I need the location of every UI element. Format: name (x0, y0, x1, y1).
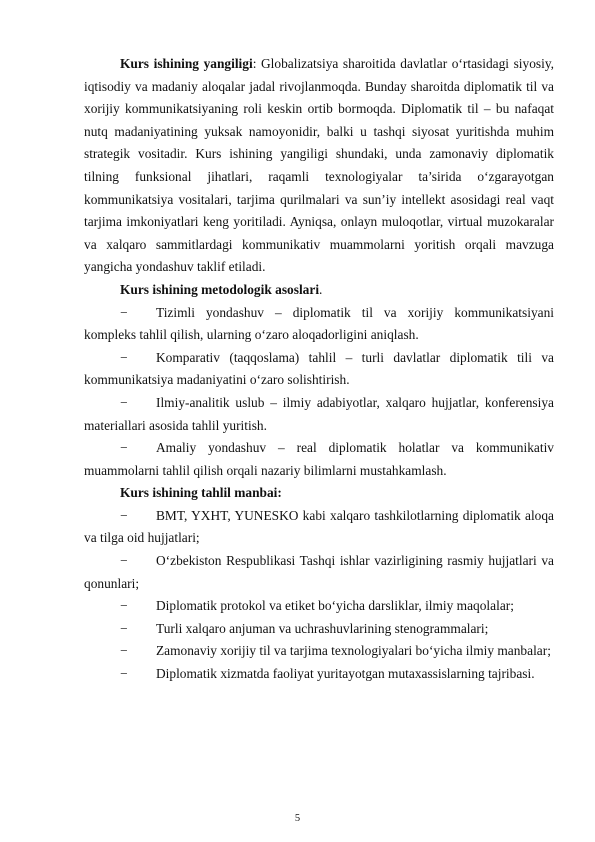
list-marker: − (120, 349, 128, 365)
methods-list (84, 302, 554, 483)
list-marker: − (120, 394, 128, 410)
list-marker: − (120, 643, 128, 659)
list-marker: − (120, 507, 128, 523)
list-item-text: Tizimli yondashuv – diplomatik til va xorijiy kommunikatsiyani kompleks tahlil qilish, ularning o‘zaro aloqadorligini aniqlash. (84, 304, 554, 343)
sources-list (84, 505, 554, 686)
list-marker: − (120, 598, 128, 614)
list-item (84, 505, 554, 550)
list-item-text: Diplomatik protokol va etiket bo‘yicha darsliklar, ilmiy maqolalar; (156, 598, 514, 614)
list-item-text: Komparativ (taqqoslama) tahlil – turli davlatlar diplomatik tili va kommunikatsiya madaniyatini o‘zaro solishtirish. (84, 349, 554, 388)
intro-paragraph (84, 53, 554, 279)
methods-heading-suffix: . (319, 281, 323, 297)
methods-heading: Kurs ishining metodologik asoslari (120, 281, 320, 297)
list-item (84, 595, 554, 618)
list-item (84, 640, 554, 663)
list-marker: − (120, 666, 128, 682)
list-item (84, 663, 554, 686)
list-marker: − (120, 304, 128, 320)
list-marker: − (120, 440, 128, 456)
list-item-text: Ilmiy-analitik uslub – ilmiy adabiyotlar, xalqaro hujjatlar, konferensiya materiallari asosida tahlil yuritish. (84, 394, 554, 433)
list-item (84, 302, 554, 347)
list-item-text: Turli xalqaro anjuman va uchrashuvlarining stenogrammalari; (156, 620, 489, 636)
intro-text: : Globalizatsiya sharoitida davlatlar o‘rtasidagi siyosiy, iqtisodiy va madaniy aloqalar jadal rivojlanmoqda. Bunday sharoitda diplomatik til va xorijiy kommunikatsiyaning roli keskin ortib bormoqda. Diplomatik til – bu nafaqat nutq madaniyatining yuksak namoyonidir, balki u tashqi siyosat yuritishda muhim strategik vositadir. Kurs ishining yangiligi shundaki, unda zamonaviy diplomatik tilning funksional jihatlari, raqamli texnologiyalar ta’sirida o‘zgarayotgan kommunikatsiya vositalari, tarjima qurilmalari va sun’iy intellekt asosidagi real vaqt tarjima imkoniyatlari keng yoritiladi. Ayniqsa, onlayn muloqotlar, virtual muzokaralar va xalqaro sammitlardagi kommunikativ muammolarni yoritish orqali mavzuga yangicha yondashuv taklif etiladi. (84, 56, 554, 275)
methods-heading-line (84, 279, 554, 302)
list-marker: − (120, 553, 128, 569)
page-content (84, 53, 554, 686)
list-item (84, 347, 554, 392)
list-item-text: Zamonaviy xorijiy til va tarjima texnologiyalari bo‘yicha ilmiy manbalar; (156, 643, 551, 659)
list-marker: − (120, 620, 128, 636)
list-item (84, 618, 554, 641)
list-item-text: Diplomatik xizmatda faoliyat yuritayotgan mutaxassislarning tajribasi. (156, 666, 535, 682)
sources-heading: Kurs ishining tahlil manbai: (120, 485, 282, 501)
page-number: 5 (294, 813, 301, 824)
list-item-text: Amaliy yondashuv – real diplomatik holatlar va kommunikativ muammolarni tahlil qilish orqali nazariy bilimlarni mustahkamlash. (84, 440, 554, 478)
list-item-text: O‘zbekiston Respublikasi Tashqi ishlar vazirligining rasmiy hujjatlari va qonunlari; (84, 553, 554, 591)
list-item (84, 392, 554, 437)
list-item (84, 437, 554, 482)
intro-lead: Kurs ishining yangiligi (120, 56, 253, 71)
list-item-text: BMT, YXHT, YUNESKO kabi xalqaro tashkilotlarning diplomatik aloqa va tilga oid hujjatlari; (84, 507, 554, 546)
list-item (84, 550, 554, 595)
